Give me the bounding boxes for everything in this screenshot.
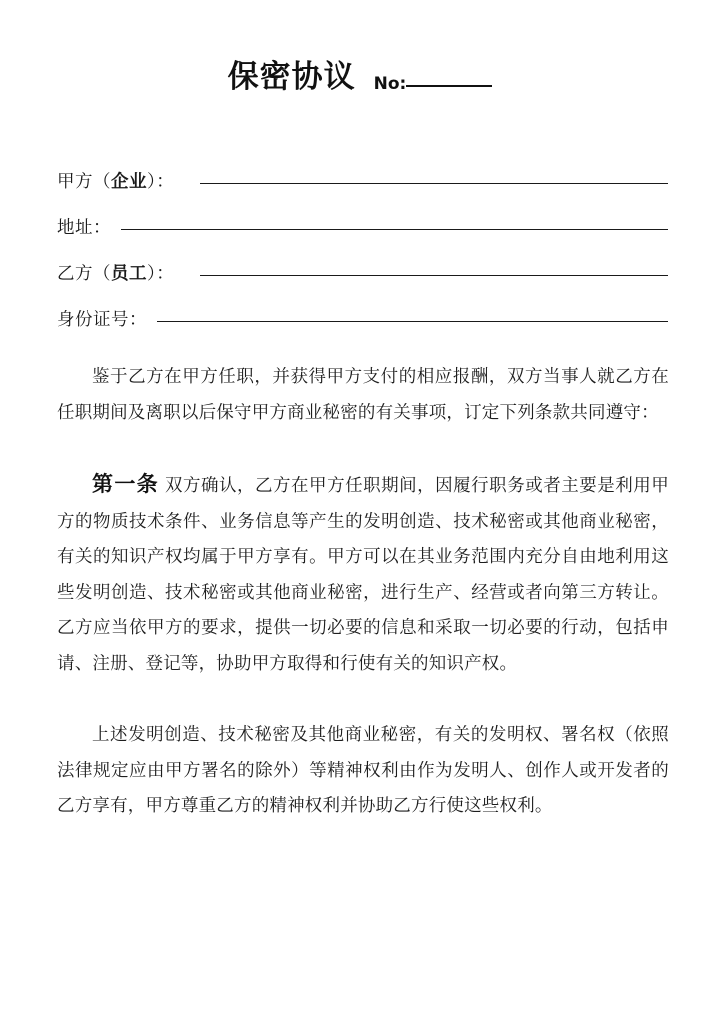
document-body — [57, 360, 669, 825]
field-label-party-a-prefix: 甲方（ — [57, 172, 111, 192]
field-row-id-number — [57, 306, 668, 352]
address-input-rule[interactable] — [121, 229, 668, 230]
clause-1-text: 双方确认，乙方在甲方任职期间，因履行职务或者主要是利用甲方的物质技术条件、业务信息等产生的发明创造、技术秘密或其他商业秘密，有关的知识产权均属于甲方享有。甲方可以在其业务范围内充分自由地利用这些发明创造、技术秘密或其他商业秘密，进行生产、经营或者向第三方转让。乙方应当依甲方的要求，提供一切必要的信息和采取一切必要的行动，包括申请、注册、登记等，协助甲方取得和行使有关的知识产权。 — [57, 476, 670, 674]
document-number-input-rule[interactable] — [406, 84, 492, 87]
paragraph-spacer — [57, 431, 669, 467]
field-label-party-a — [57, 168, 174, 193]
page-title: 保密协议 — [227, 59, 356, 95]
paragraph-preamble: 鉴于乙方在甲方任职，并获得甲方支付的相应报酬，双方当事人就乙方在任职期间及离职以后保守甲方商业秘密的有关事项，订定下列条款共同遵守： — [57, 367, 669, 423]
field-label-party-a-suffix: ）： — [147, 172, 175, 192]
field-row-party-a — [57, 168, 668, 214]
field-label-party-a-emphasis: 企业 — [111, 172, 147, 192]
party-a-input-rule[interactable] — [200, 183, 668, 184]
field-label-party-b-emphasis: 员工 — [111, 264, 147, 284]
document-number-group — [374, 74, 493, 94]
field-label-party-b — [57, 260, 174, 285]
field-label-id-number: 身份证号： — [57, 310, 147, 330]
paragraph-clause-1 — [57, 467, 669, 682]
party-b-input-rule[interactable] — [200, 275, 668, 276]
field-row-address — [57, 214, 668, 260]
document-number-label: No: — [373, 74, 407, 94]
id-number-input-rule[interactable] — [157, 321, 668, 322]
title-row — [0, 59, 720, 95]
field-row-party-b — [57, 260, 668, 306]
paragraph-spacer — [57, 682, 669, 718]
clause-number-1: 第一条 — [92, 472, 159, 496]
field-label-party-b-prefix: 乙方（ — [57, 264, 111, 284]
party-form — [57, 168, 668, 352]
paragraph-clause-1-second: 上述发明创造、技术秘密及其他商业秘密，有关的发明权、署名权（依照法律规定应由甲方署名的除外）等精神权利由作为发明人、创作人或开发者的乙方享有，甲方尊重乙方的精神权利并协助乙方行使这些权利。 — [57, 725, 669, 816]
field-label-party-b-suffix: ）： — [147, 264, 175, 284]
field-label-address: 地址： — [57, 218, 111, 238]
